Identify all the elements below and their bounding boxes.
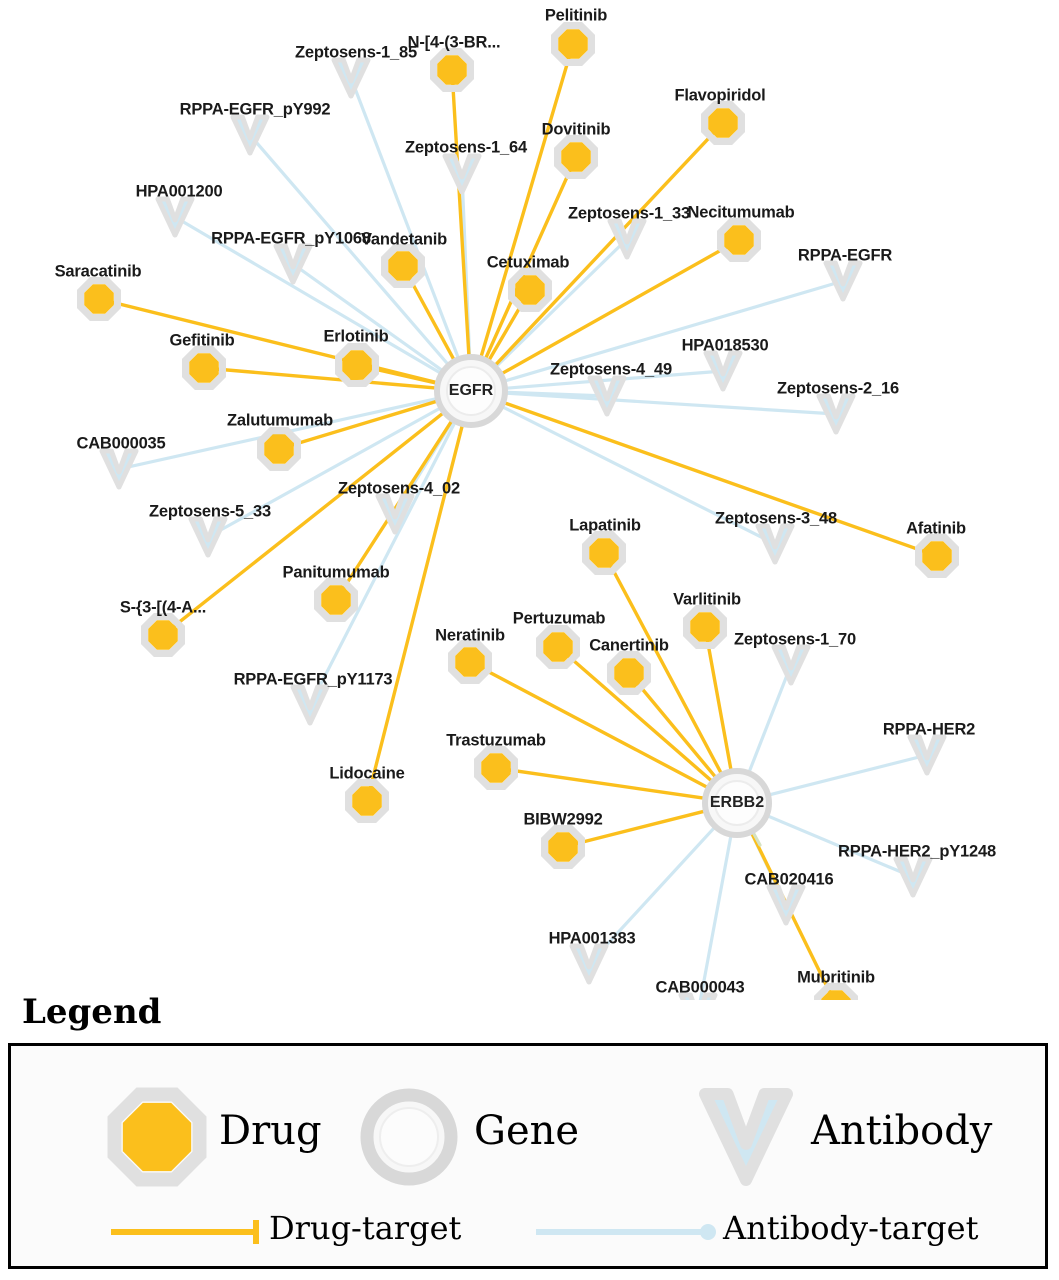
legend-box [8,1043,1048,1269]
drug-node[interactable] [339,347,376,384]
legend-gene-label: Gene [474,1108,580,1154]
drug-label: Panitumumab [282,563,390,582]
antibody-label: RPPA-HER2_pY1248 [838,842,996,861]
drug-label: Saracatinib [54,262,142,281]
drug-node[interactable] [705,105,742,142]
antibody-label: Zeptosens-5_33 [149,502,271,521]
legend-drug-label: Drug [219,1108,322,1154]
drug-label: Necitumumab [687,203,795,222]
drug-label: Flavopiridol [674,86,766,105]
drug-label: Canertinib [589,636,669,655]
drug-node[interactable] [145,617,182,654]
drug-node[interactable] [545,829,582,866]
antibody-node[interactable] [158,199,192,235]
antibody-node[interactable] [233,117,267,153]
drug-node[interactable] [261,431,298,468]
antibody-node[interactable] [774,647,808,683]
legend-antibody-target-label: Antibody-target [723,1209,979,1247]
drug-node[interactable] [452,644,489,681]
drug-label: Lapatinib [569,516,641,535]
drug-node[interactable] [81,281,118,318]
legend-antibody-label: Antibody [811,1108,993,1154]
antibody-node[interactable] [276,246,310,282]
antibody-label: Zeptosens-4_02 [338,479,460,498]
antibody-node[interactable] [445,156,479,192]
drug-node[interactable] [818,987,855,1000]
antibody-label: CAB000035 [76,434,166,453]
drug-node[interactable] [555,26,592,63]
drug-label: N-[4-(3-BR... [407,33,501,52]
drug-node[interactable] [186,350,223,387]
drug-label: Trastuzumab [446,731,546,750]
drug-node[interactable] [318,582,355,619]
antibody-label: Zeptosens-1_70 [734,630,856,649]
drug-label: Erlotinib [323,327,389,346]
drug-label: Lidocaine [329,764,405,783]
drug-label: Mubritinib [797,968,875,987]
gene-label: EGFR [448,382,494,399]
antibody-label: Zeptosens-4_49 [550,360,672,379]
drug-node[interactable] [540,629,577,666]
antibody-node[interactable] [293,687,327,723]
drug-label: Afatinib [906,519,966,538]
drug-node[interactable] [586,535,623,572]
antibody-node[interactable] [706,353,740,389]
antibody-label: RPPA-HER2 [882,720,976,739]
drug-label: S-{3-[(4-A... [119,598,207,617]
antibody-label: HPA001383 [548,929,636,948]
antibody-label: Zeptosens-1_33 [568,204,690,223]
antibody-label: Zeptosens-2_16 [777,379,899,398]
drug-label: Vandetanib [360,230,448,249]
antibody-node[interactable] [758,526,792,562]
drug-label: Pertuzumab [512,609,606,628]
antibody-node[interactable] [910,737,944,773]
antibody-node[interactable] [590,378,624,414]
antibody-node[interactable] [610,221,644,257]
gene-label: ERBB2 [709,794,765,811]
antibody-node[interactable] [769,887,803,923]
antibody-label: CAB020416 [744,870,834,889]
drug-node[interactable] [478,750,515,787]
drug-node[interactable] [349,783,386,820]
antibody-label: Zeptosens-1_85 [295,43,417,62]
drug-label: Varlitinib [673,590,741,609]
antibody-node[interactable] [102,451,136,487]
antibody-node[interactable] [826,263,860,299]
antibody-label: RPPA-EGFR_pY1068 [211,229,371,248]
antibody-node[interactable] [819,396,853,432]
antibody-label: RPPA-EGFR_pY992 [179,100,331,119]
antibody-node[interactable] [572,946,606,982]
antibody-label: Zeptosens-1_64 [405,138,527,157]
antibody-label: Zeptosens-3_48 [715,509,837,528]
drug-node[interactable] [687,609,724,646]
legend-title: Legend [22,992,162,1032]
drug-label: Gefitinib [169,331,235,350]
drug-node[interactable] [919,538,956,575]
drug-label: Cetuximab [486,253,570,272]
antibody-node[interactable] [191,519,225,555]
drug-node[interactable] [434,52,471,89]
drug-node[interactable] [385,248,422,285]
antibody-node[interactable] [334,60,368,96]
antibody-label: RPPA-EGFR [797,246,893,265]
antibody-label: HPA018530 [681,336,769,355]
drug-node[interactable] [721,222,758,259]
drug-node[interactable] [512,272,549,309]
antibody-node[interactable] [378,496,412,532]
antibody-label: RPPA-EGFR_pY1173 [233,670,393,689]
antibody-label: CAB000043 [655,978,745,997]
drug-node[interactable] [558,139,595,176]
antibody-label: HPA001200 [135,182,223,201]
drug-label: Neratinib [435,626,505,645]
drug-label: Pelitinib [544,6,608,25]
drug-label: Dovitinib [541,120,611,139]
drug-node[interactable] [611,655,648,692]
antibody-node[interactable] [896,859,930,895]
drug-label: Zalutumumab [227,411,333,430]
legend-drug-target-label: Drug-target [269,1209,462,1247]
drug-label: BIBW2992 [523,810,603,829]
